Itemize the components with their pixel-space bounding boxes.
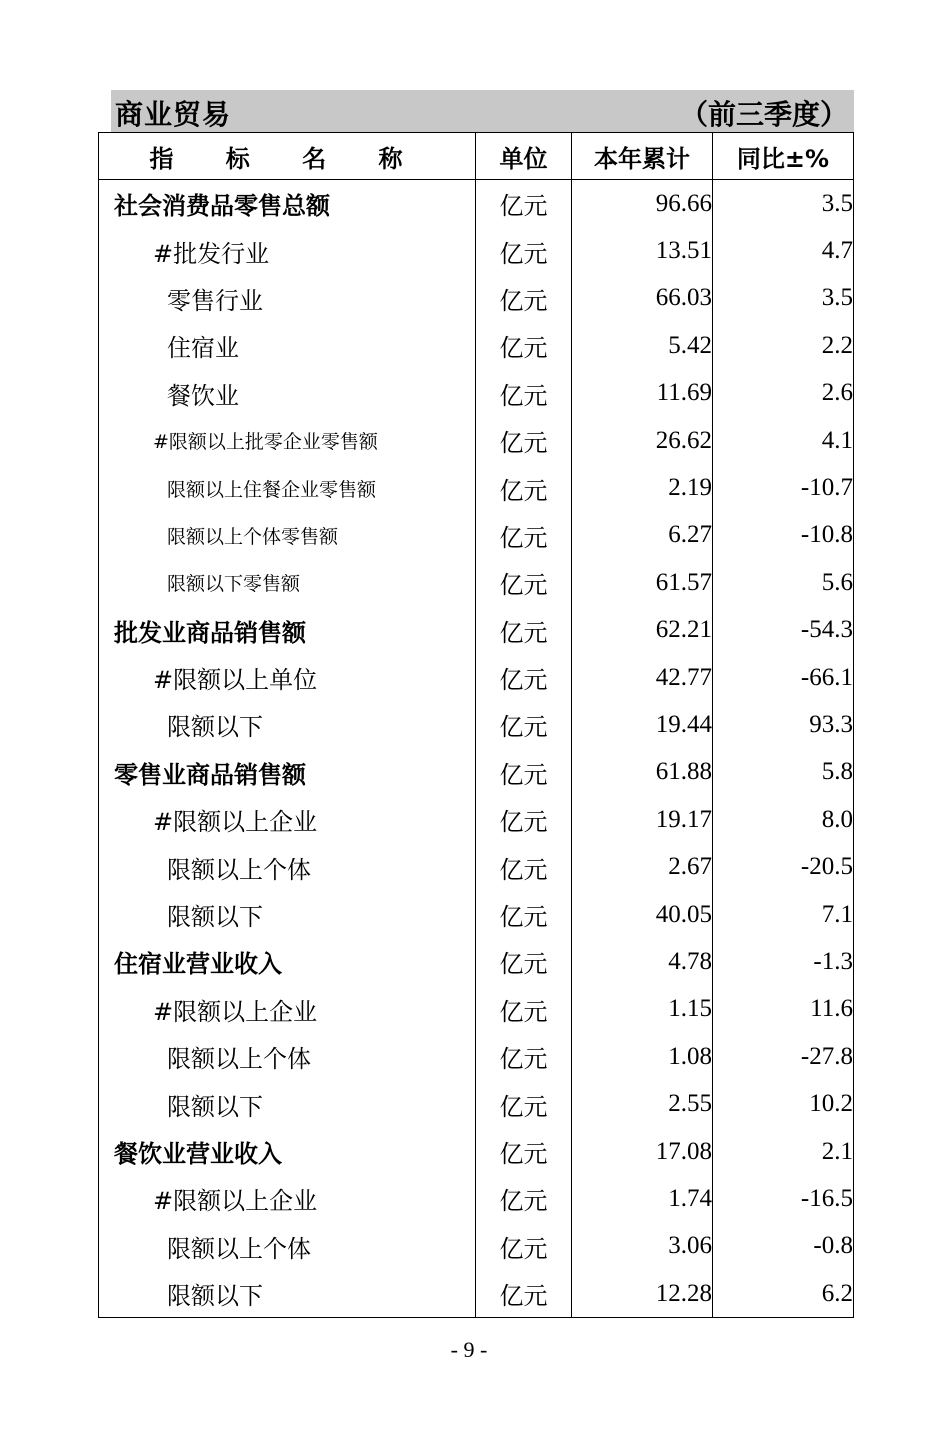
row-cumulative: 62.21 xyxy=(572,607,713,654)
row-yoy: 93.3 xyxy=(713,701,854,748)
row-yoy: 5.6 xyxy=(713,559,854,606)
row-indicator-name: 餐饮业 xyxy=(99,370,476,417)
table-row xyxy=(99,512,854,559)
row-indicator-name: 限额以上个体 xyxy=(99,1223,476,1270)
row-cumulative: 19.44 xyxy=(572,701,713,748)
row-indicator-name: 限额以下 xyxy=(99,1270,476,1318)
section-title: 商业贸易 xyxy=(115,98,232,131)
row-indicator-name: 批发业商品销售额 xyxy=(99,607,476,654)
table-row xyxy=(99,370,854,417)
row-cumulative: 2.55 xyxy=(572,1080,713,1127)
header-yoy: 同比±% xyxy=(713,133,854,180)
row-indicator-name: 住宿业 xyxy=(99,322,476,369)
table-row xyxy=(99,843,854,890)
page-number: - 9 - xyxy=(450,1337,488,1362)
row-indicator-name: #限额以上企业 xyxy=(99,986,476,1033)
header-unit: 单位 xyxy=(476,133,572,180)
row-unit: 亿元 xyxy=(476,1223,572,1270)
row-cumulative: 1.15 xyxy=(572,986,713,1033)
row-unit: 亿元 xyxy=(476,938,572,985)
row-unit: 亿元 xyxy=(476,796,572,843)
table-row xyxy=(99,749,854,796)
row-cumulative: 1.08 xyxy=(572,1033,713,1080)
header-cumulative: 本年累计 xyxy=(572,133,713,180)
row-indicator-name: #限额以上企业 xyxy=(99,1175,476,1222)
table-row xyxy=(99,464,854,511)
row-unit: 亿元 xyxy=(476,180,572,228)
row-yoy: 5.8 xyxy=(713,749,854,796)
row-cumulative: 26.62 xyxy=(572,417,713,464)
row-yoy: -10.8 xyxy=(713,512,854,559)
row-unit: 亿元 xyxy=(476,322,572,369)
row-indicator-name: 餐饮业营业收入 xyxy=(99,1128,476,1175)
row-indicator-name: 限额以上住餐企业零售额 xyxy=(99,464,476,511)
row-unit: 亿元 xyxy=(476,891,572,938)
row-unit: 亿元 xyxy=(476,1033,572,1080)
row-yoy: -0.8 xyxy=(713,1223,854,1270)
row-cumulative: 12.28 xyxy=(572,1270,713,1318)
row-cumulative: 13.51 xyxy=(572,227,713,274)
row-cumulative: 3.06 xyxy=(572,1223,713,1270)
section-title-bar xyxy=(111,90,854,132)
row-yoy: 8.0 xyxy=(713,796,854,843)
row-unit: 亿元 xyxy=(476,1128,572,1175)
row-indicator-name: 限额以下 xyxy=(99,1080,476,1127)
row-indicator-name: 限额以上个体 xyxy=(99,843,476,890)
table-body xyxy=(99,180,854,1318)
table-header xyxy=(99,133,854,180)
table-row xyxy=(99,322,854,369)
row-cumulative: 66.03 xyxy=(572,275,713,322)
table-header-row xyxy=(99,133,854,180)
row-unit: 亿元 xyxy=(476,417,572,464)
row-indicator-name: 限额以下 xyxy=(99,891,476,938)
row-indicator-name: 住宿业营业收入 xyxy=(99,938,476,985)
row-indicator-name: #限额以上批零企业零售额 xyxy=(99,417,476,464)
row-cumulative: 96.66 xyxy=(572,180,713,228)
row-unit: 亿元 xyxy=(476,654,572,701)
table-row xyxy=(99,654,854,701)
row-cumulative: 61.88 xyxy=(572,749,713,796)
row-yoy: -10.7 xyxy=(713,464,854,511)
row-yoy: 3.5 xyxy=(713,180,854,228)
row-unit: 亿元 xyxy=(476,464,572,511)
row-unit: 亿元 xyxy=(476,1175,572,1222)
row-cumulative: 1.74 xyxy=(572,1175,713,1222)
row-unit: 亿元 xyxy=(476,1080,572,1127)
table-row xyxy=(99,1128,854,1175)
table-row xyxy=(99,701,854,748)
row-indicator-name: 零售行业 xyxy=(99,275,476,322)
table-row xyxy=(99,275,854,322)
row-indicator-name: 零售业商品销售额 xyxy=(99,749,476,796)
table-row xyxy=(99,227,854,274)
table-row xyxy=(99,559,854,606)
row-yoy: -16.5 xyxy=(713,1175,854,1222)
row-indicator-name: #限额以上单位 xyxy=(99,654,476,701)
row-cumulative: 6.27 xyxy=(572,512,713,559)
table-row xyxy=(99,986,854,1033)
row-yoy: 2.2 xyxy=(713,322,854,369)
row-yoy: 7.1 xyxy=(713,891,854,938)
row-indicator-name: 限额以上个体 xyxy=(99,1033,476,1080)
table-row xyxy=(99,796,854,843)
row-indicator-name: 限额以下 xyxy=(99,701,476,748)
row-yoy: 2.6 xyxy=(713,370,854,417)
row-unit: 亿元 xyxy=(476,986,572,1033)
row-indicator-name: #限额以上企业 xyxy=(99,796,476,843)
row-unit: 亿元 xyxy=(476,1270,572,1318)
row-cumulative: 40.05 xyxy=(572,891,713,938)
row-cumulative: 11.69 xyxy=(572,370,713,417)
row-indicator-name: 限额以上个体零售额 xyxy=(99,512,476,559)
table-row xyxy=(99,891,854,938)
row-indicator-name: 限额以下零售额 xyxy=(99,559,476,606)
row-unit: 亿元 xyxy=(476,559,572,606)
row-unit: 亿元 xyxy=(476,370,572,417)
table-row xyxy=(99,1270,854,1318)
table-row xyxy=(99,938,854,985)
row-indicator-name: #批发行业 xyxy=(99,227,476,274)
row-unit: 亿元 xyxy=(476,843,572,890)
row-yoy: -66.1 xyxy=(713,654,854,701)
commerce-trade-table xyxy=(98,132,854,1318)
table-row xyxy=(99,607,854,654)
row-cumulative: 4.78 xyxy=(572,938,713,985)
row-indicator-name: 社会消费品零售总额 xyxy=(99,180,476,228)
table-row xyxy=(99,1033,854,1080)
row-yoy: 2.1 xyxy=(713,1128,854,1175)
row-unit: 亿元 xyxy=(476,749,572,796)
row-unit: 亿元 xyxy=(476,275,572,322)
row-unit: 亿元 xyxy=(476,607,572,654)
table-row xyxy=(99,417,854,464)
row-yoy: 3.5 xyxy=(713,275,854,322)
row-yoy: 6.2 xyxy=(713,1270,854,1318)
row-yoy: 4.1 xyxy=(713,417,854,464)
row-cumulative: 5.42 xyxy=(572,322,713,369)
table-row xyxy=(99,1175,854,1222)
row-cumulative: 2.67 xyxy=(572,843,713,890)
row-unit: 亿元 xyxy=(476,227,572,274)
row-unit: 亿元 xyxy=(476,701,572,748)
section-period: （前三季度） xyxy=(679,98,848,131)
table-row xyxy=(99,1080,854,1127)
row-yoy: -1.3 xyxy=(713,938,854,985)
table-row xyxy=(99,1223,854,1270)
row-unit: 亿元 xyxy=(476,512,572,559)
row-yoy: 10.2 xyxy=(713,1080,854,1127)
row-yoy: -20.5 xyxy=(713,843,854,890)
row-yoy: 4.7 xyxy=(713,227,854,274)
header-indicator-name: 指 标 名 称 xyxy=(99,133,476,180)
row-cumulative: 17.08 xyxy=(572,1128,713,1175)
row-cumulative: 42.77 xyxy=(572,654,713,701)
row-yoy: -54.3 xyxy=(713,607,854,654)
row-cumulative: 19.17 xyxy=(572,796,713,843)
row-yoy: 11.6 xyxy=(713,986,854,1033)
table-row xyxy=(99,180,854,228)
row-cumulative: 2.19 xyxy=(572,464,713,511)
row-yoy: -27.8 xyxy=(713,1033,854,1080)
row-cumulative: 61.57 xyxy=(572,559,713,606)
